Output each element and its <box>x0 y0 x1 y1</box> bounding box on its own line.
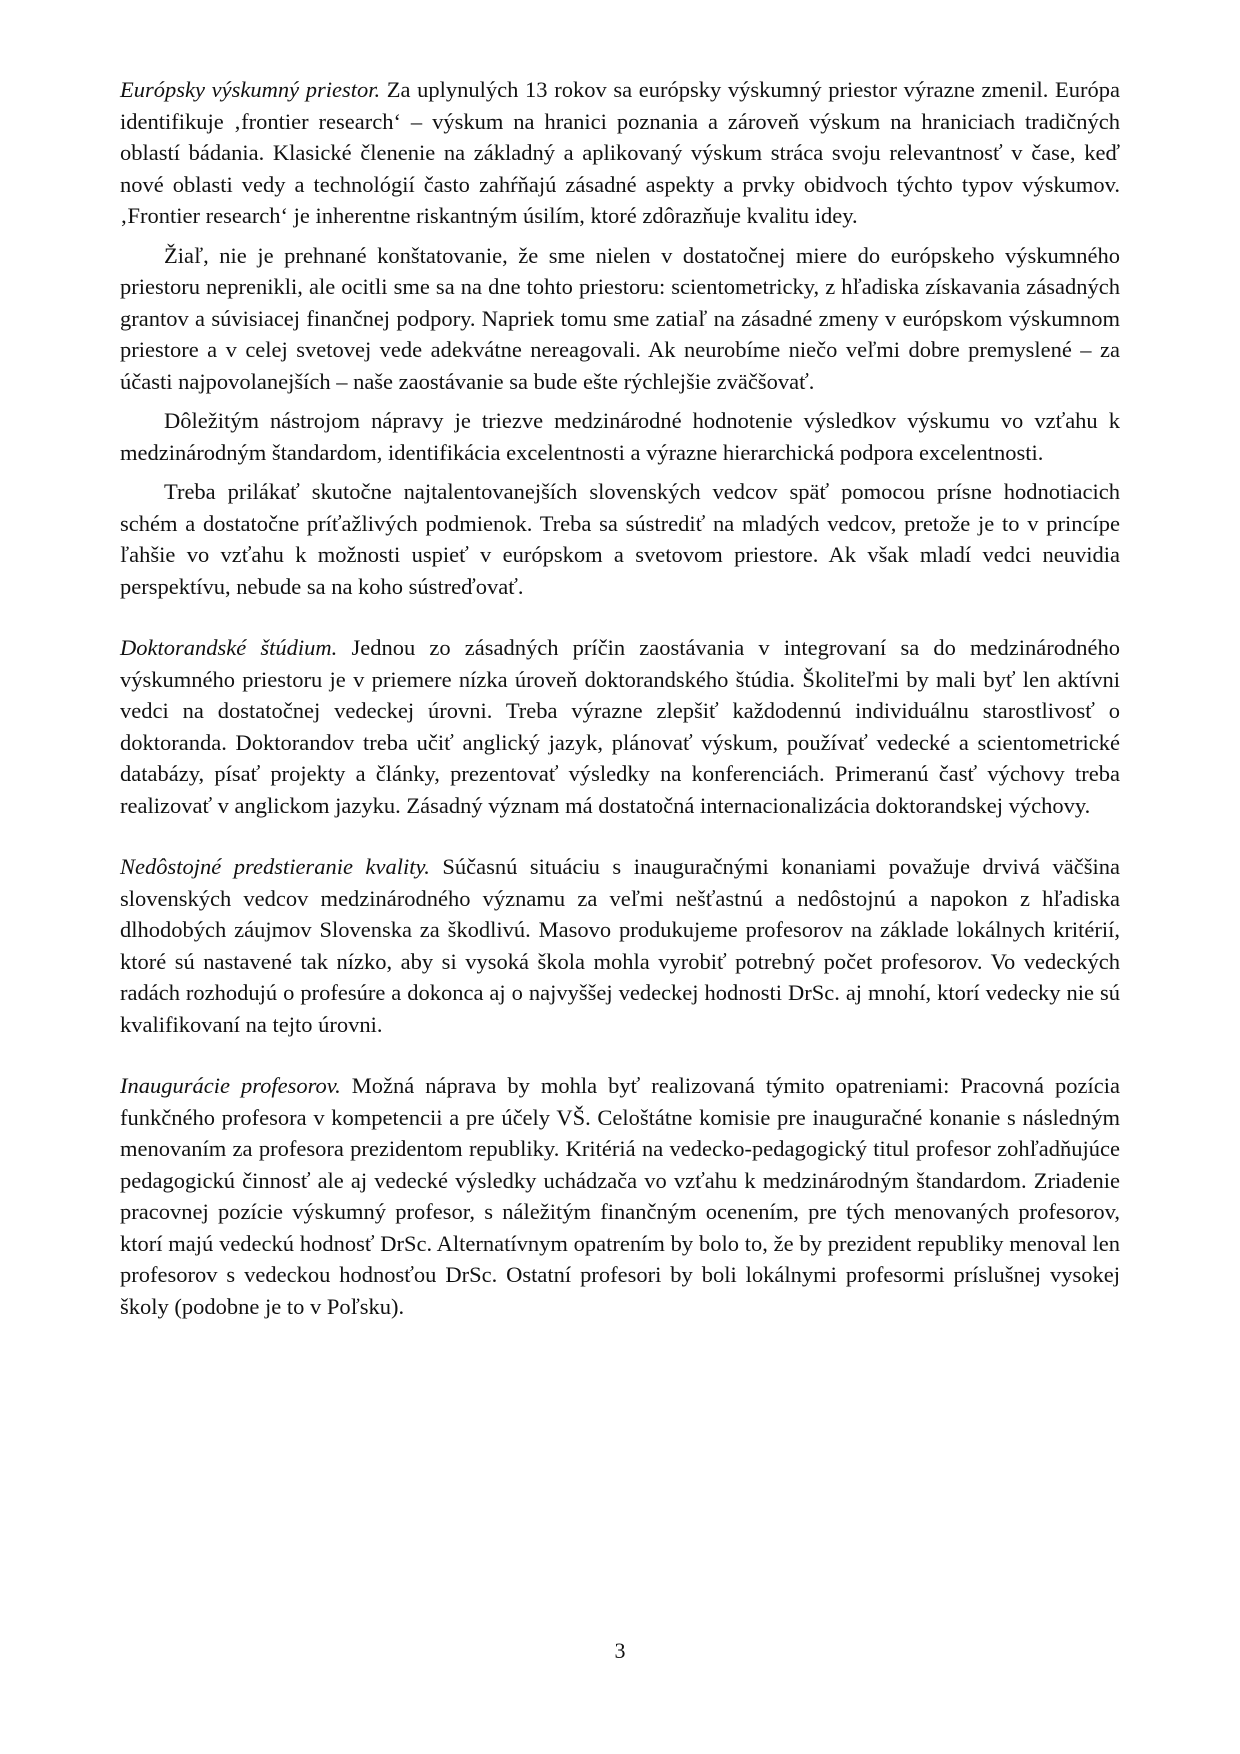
paragraph-text: Možná náprava by mohla byť realizovaná týmito opatreniami: Pracovná pozícia funkčného profesora v kompetencii a pre účely VŠ. Celoštátne komisie pre inauguračné konanie s následným menovaním za profesora prezidentom republiky. Kritériá na vedecko-pedagogický titul profesor zohľadňujúce pedagogickú činnosť ale aj vedecké výsledky uchádzača vo vzťahu k medzinárodným štandardom. Zriadenie pracovnej pozície výskumný profesor, s náležitým finančným ocenením, pre tých menovaných profesorov, ktorí majú vedeckú hodnosť DrSc. Alternatívnym opatrením by bolo to, že by prezident republiky menoval len profesorov s vedeckou hodnosťou DrSc. Ostatní profesori by boli lokálnymi profesormi príslušnej vysokej školy (podobne je to v Poľsku). <box>120 1073 1120 1319</box>
section-lead-undignified-quality: Nedôstojné predstieranie kvality. <box>120 854 430 879</box>
paragraph-gap <box>120 232 1120 240</box>
paragraph-text: Súčasnú situáciu s inauguračnými konaniami považuje drvivá väčšina slovenských vedcov medzinárodného významu za veľmi nešťastnú a nedôstojnú a napokon z hľadiska dlhodobých záujmov Slovenska za škodlivú. Masovo produkujeme profesorov na základe lokálnych kritérií, ktoré sú nastavené tak nízko, aby si vysoká škola mohla vyrobiť potrebný počet profesorov. Vo vedeckých radách rozhodujú o profesúre a dokonca aj o najvyššej vedeckej hodnosti DrSc. aj mnohí, ktorí vedecky nie sú kvalifikovaní na tejto úrovni. <box>120 854 1121 1037</box>
paragraph-text: Za uplynulých 13 rokov sa európsky výskumný priestor výrazne zmenil. Európa identifikuje ‚frontier research‘ – výskum na hranici poznania a zároveň výskum na hraniciach tradičných oblastí bádania. Klasické členenie na základný a aplikovaný výskum stráca svoju relevantnosť v čase, keď nové oblasti vedy a technológií často zahŕňajú zásadné aspekty a prvky obidvoch týchto typov výskumov. ‚Frontier research‘ je inherentne riskantným úsilím, ktoré zdôrazňuje kvalitu idey. <box>120 77 1120 228</box>
section-lead-european-research-area: Európsky výskumný priestor. <box>120 77 381 102</box>
paragraph-body: Dôležitým nástrojom nápravy je triezve medzinárodné hodnotenie výsledkov výskumu vo vzťahu k medzinárodným štandardom, identifikácia excelentnosti a výrazne hierarchická podpora excelentnosti. <box>120 408 1120 465</box>
section-gap <box>120 821 1120 851</box>
paragraph-body: Žiaľ, nie je prehnané konštatovanie, že sme nielen v dostatočnej miere do európskeho výskumného priestoru neprenikli, ale ocitli sme sa na dne tohto priestoru: scientometricky, z hľadiska získavania zásadných grantov a súvisiacej finančnej podpory. Napriek tomu sme zatiaľ na zásadné zmeny v európskom výskumnom priestore a v celej svetovej vede adekvátne nereagovali. Ak neurobíme niečo veľmi dobre premyslené – za účasti najpovolanejších – naše zaostávanie sa bude ešte rýchlejšie zväčšovať. <box>120 242 1120 394</box>
paragraph-text: Jednou zo zásadných príčin zaostávania v integrovaní sa do medzinárodného výskumného priestoru je v priemere nízka úroveň doktorandského štúdia. Školiteľmi by mali byť len aktívni vedci na dostatočnej vedeckej úrovni. Treba výrazne zlepšiť každodennú individuálnu starostlivosť o doktoranda. Doktorandov treba učiť anglický jazyk, plánovať výskum, používať vedecké a scientometrické databázy, písať projekty a články, prezentovať výsledky na konferenciách. Primeranú časť výchovy treba realizovať v anglickom jazyku. Zásadný význam má dostatočná internacionalizácia doktorandskej výchovy. <box>120 635 1120 818</box>
paragraph-body: Treba prilákať skutočne najtalentovanejších slovenských vedcov späť pomocou prísne hodnotiacich schém a dostatočne príťažlivých podmienok. Treba sa sústrediť na mladých vedcov, pretože je to v princípe ľahšie vo vzťahu k možnosti uspieť v európskom a svetovom priestore. Ak však mladí vedci neuvidia perspektívu, nebude sa na koho sústreďovať. <box>120 479 1120 599</box>
paragraph-professor-inaugurations <box>120 1070 1120 1322</box>
document-page <box>120 74 1120 1322</box>
paragraph-doctoral-study <box>120 632 1120 821</box>
paragraph-gap <box>120 468 1120 476</box>
section-lead-professor-inaugurations: Inaugurácie profesorov. <box>120 1073 341 1098</box>
paragraph-undignified-quality <box>120 851 1120 1040</box>
section-gap <box>120 602 1120 632</box>
page-number: 3 <box>614 1638 626 1663</box>
paragraph-european-research-area <box>120 74 1120 232</box>
paragraph-gap <box>120 397 1120 405</box>
section-gap <box>120 1040 1120 1070</box>
section-lead-doctoral-study: Doktorandské štúdium. <box>120 635 338 660</box>
